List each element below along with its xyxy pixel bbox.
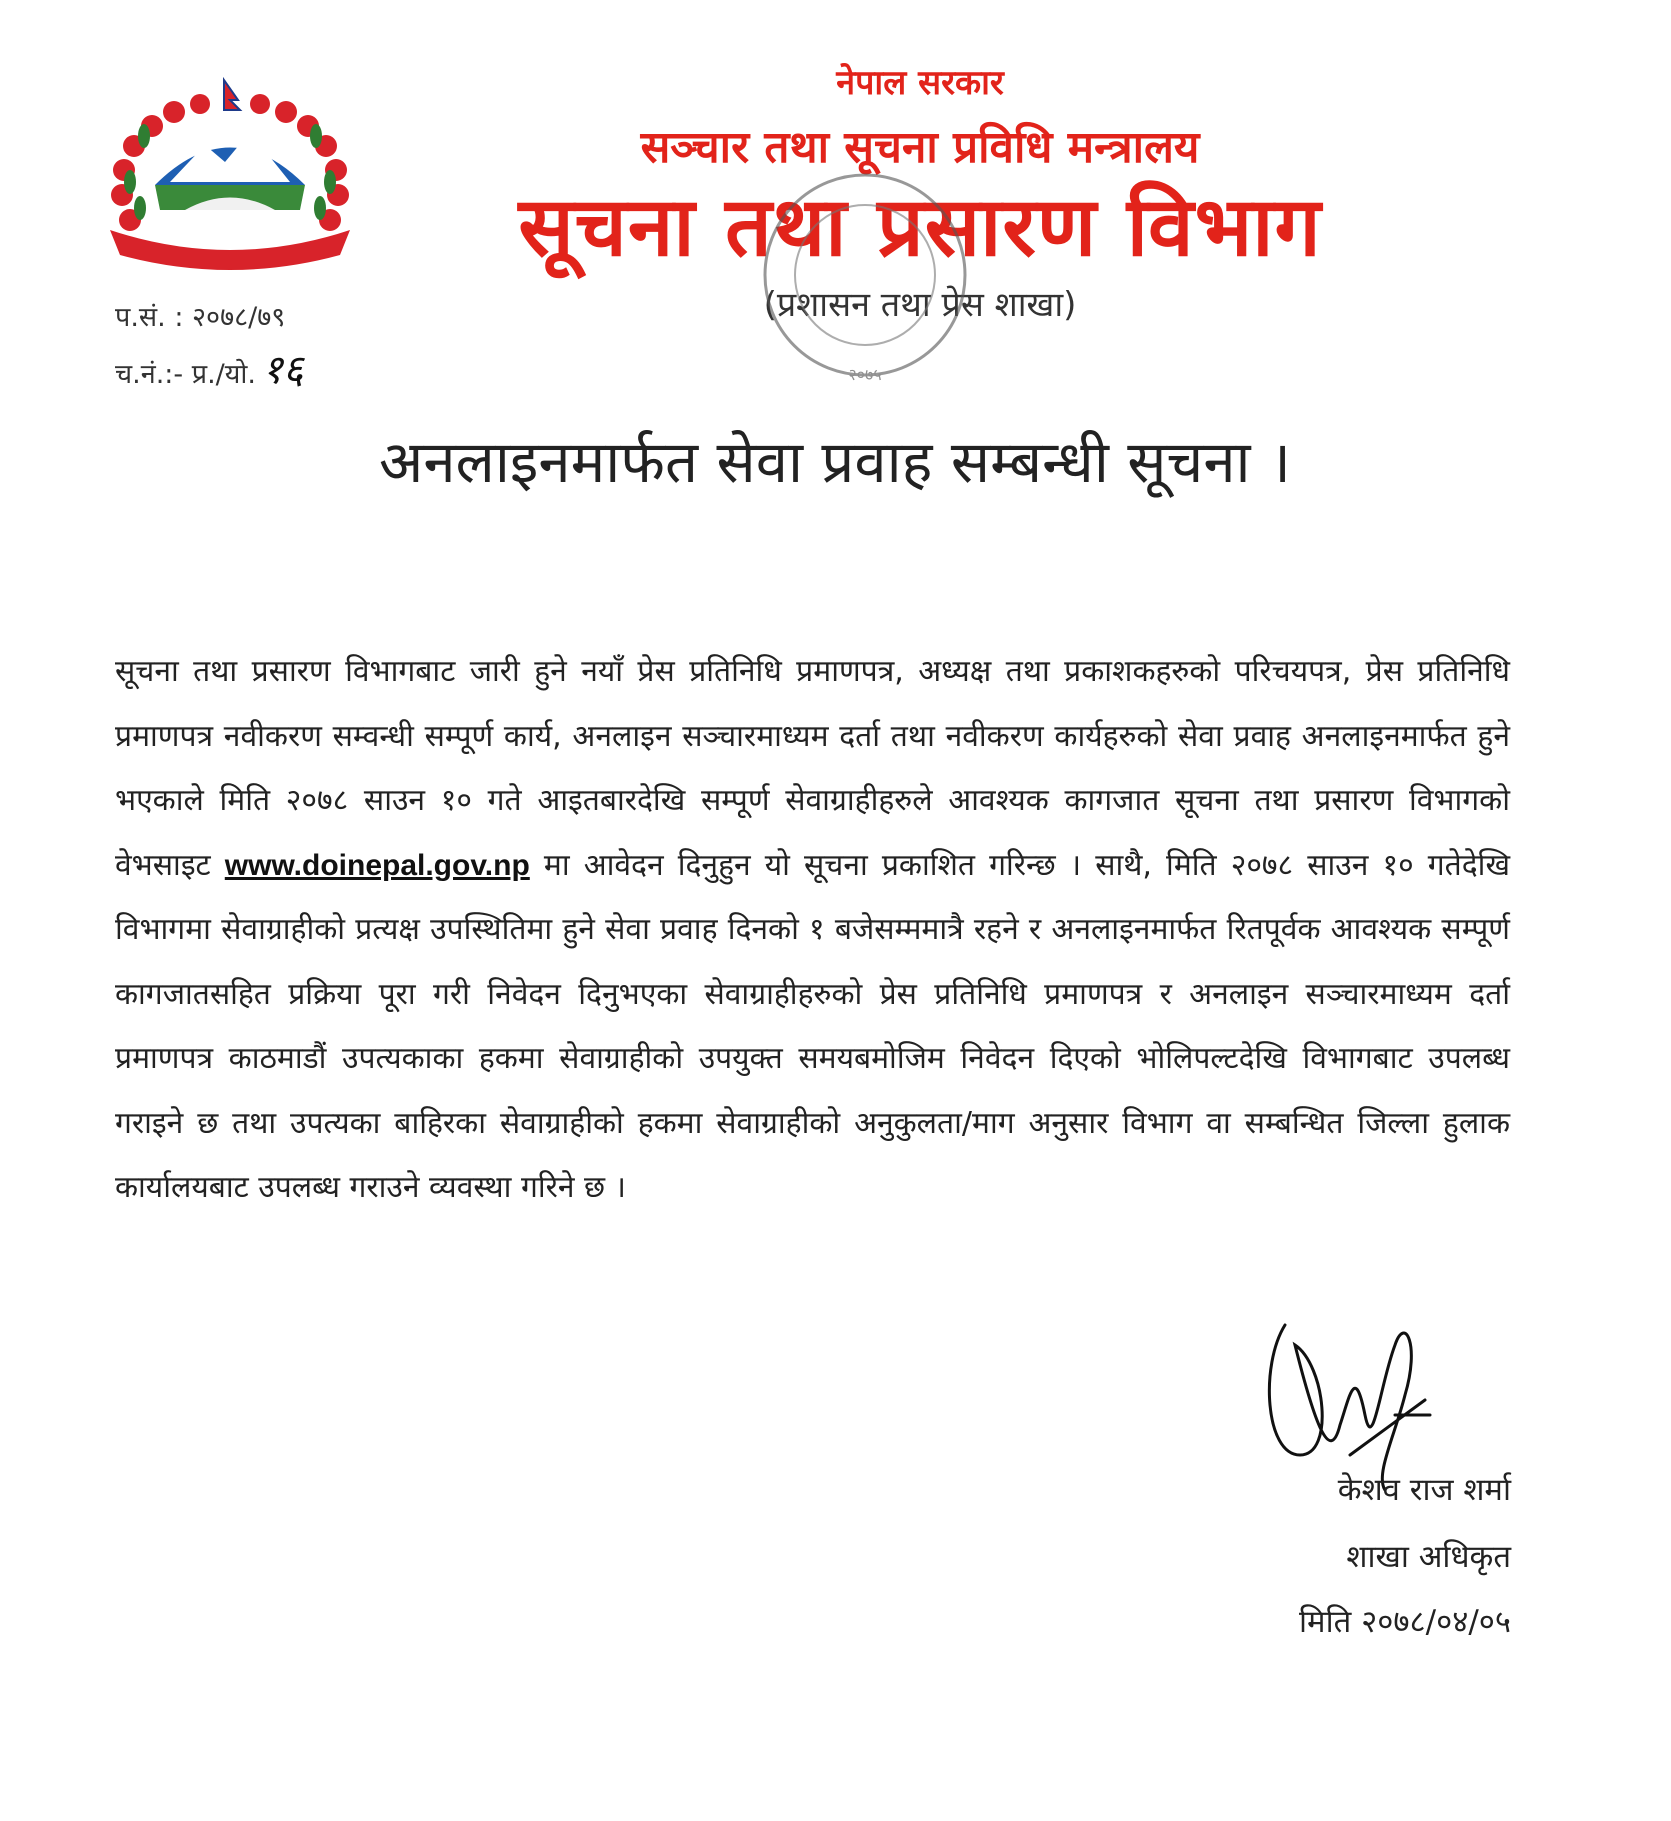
handwritten-signature-icon xyxy=(1255,1305,1435,1495)
website-link[interactable]: www.doinepal.gov.np xyxy=(224,848,530,882)
stamp-year: २०७५ xyxy=(848,365,882,384)
branch-heading: (प्रशासन तथा प्रेस शाखा) xyxy=(763,285,1077,325)
dispatch-number xyxy=(115,340,304,395)
body-paragraph-part1: सूचना तथा प्रसारण विभागबाट जारी हुने नयाँ प्रेस प्रतिनिधि प्रमाणपत्र, अध्यक्ष तथा प्रकाशकहरुको परिचयपत्र, प्रेस प्रतिनिधि प्रमाणपत्र नवीकरण सम्वन्धी सम्पूर्ण कार्य, अनलाइन सञ्चारमाध्यम दर्ता तथा नवीकरण कार्यहरुको सेवा प्रवाह अनलाइनमार्फत हुने भएकाले मिति २०७८ साउन १० गते आइतबारदेखि सम्पूर्ण सेवाग्राहीहरुले आवश्यक कागजात सूचना तथा प्रसारण विभागको वेभसाइट xyxy=(115,654,1510,883)
dispatch-handwritten-number: १६ xyxy=(262,347,304,393)
office-stamp-icon xyxy=(740,150,990,400)
dispatch-label: च.नं.:- प्र./यो. xyxy=(115,359,256,390)
department-heading: सूचना तथा प्रसारण विभाग xyxy=(518,180,1322,275)
notice-title: अनलाइनमार्फत सेवा प्रवाह सम्बन्धी सूचना । xyxy=(379,428,1291,496)
notice-date: मिति २०७८/०४/०५ xyxy=(1299,1604,1511,1640)
notice-body xyxy=(115,640,1510,1221)
body-paragraph-part2: मा आवेदन दिनुहुन यो सूचना प्रकाशित गरिन्छ । साथै, मिति २०७८ साउन १० गतेदेखि विभागमा सेवाग्राहीको प्रत्यक्ष उपस्थितिमा हुने सेवा प्रवाह दिनको १ बजेसम्ममात्रै रहने र अनलाइनमार्फत रितपूर्वक आवश्यक सम्पूर्ण कागजातसहित प्रक्रिया पूरा गरी निवेदन दिनुभएका सेवाग्राहीहरुको प्रेस प्रतिनिधि प्रमाणपत्र र अनलाइन सञ्चारमाध्यम दर्ता प्रमाणपत्र काठमाडौं उपत्यकाका हकमा सेवाग्राहीको उपयुक्त समयबमोजिम निवेदन दिएको भोलिपल्टदेखि विभागबाट उपलब्ध गराइने छ तथा उपत्यका बाहिरका सेवाग्राहीको हकमा सेवाग्राहीको अनुकुलता/माग अनुसार विभाग वा सम्बन्धित जिल्ला हुलाक कार्यालयबाट उपलब्ध गराउने व्यवस्था गरिने छ । xyxy=(115,847,1510,1205)
ministry-heading: सञ्चार तथा सूचना प्रविधि मन्त्रालय xyxy=(640,122,1200,173)
nepal-emblem-icon xyxy=(100,70,360,280)
signatory-designation: शाखा अधिकृत xyxy=(1346,1539,1511,1575)
government-heading: नेपाल सरकार xyxy=(836,63,1004,103)
reference-number: प.सं. : २०७८/७९ xyxy=(115,302,286,333)
signatory-name: केशव राज शर्मा xyxy=(1337,1472,1511,1508)
